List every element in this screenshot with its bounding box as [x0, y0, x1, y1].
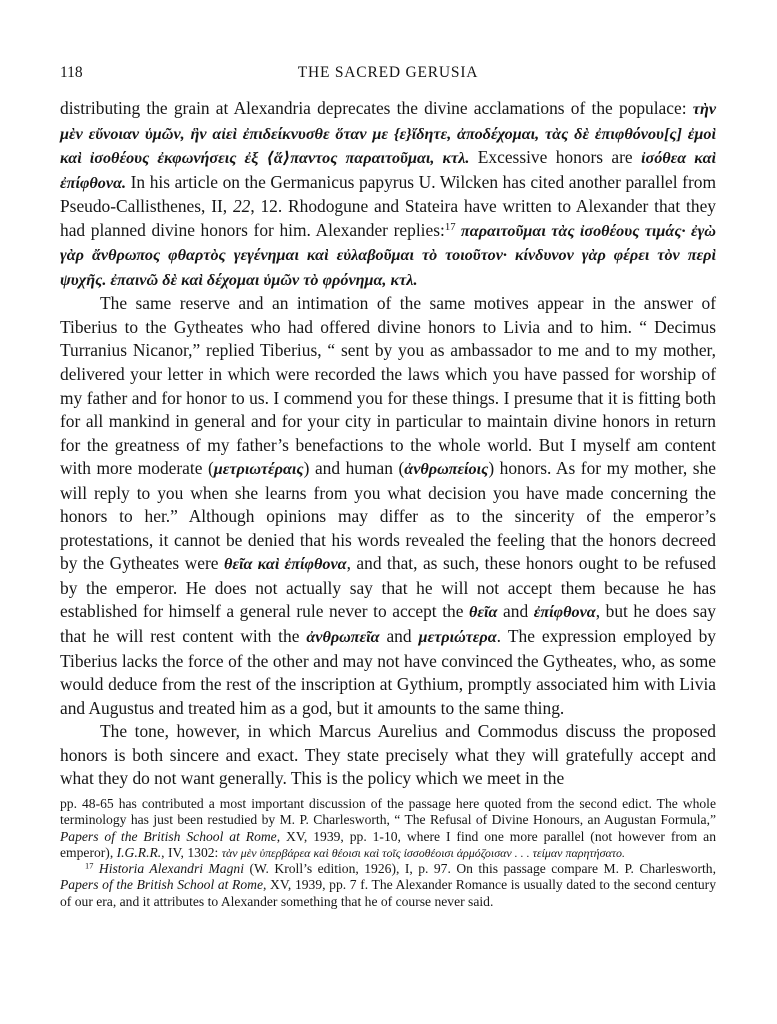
- greek-term: ἐπίφθονα: [533, 604, 596, 622]
- text-run: In his article on the Germanicus papyrus U. Wilcken has cited another parallel from Pseudo-Callisthenes, II,: [60, 171, 716, 217]
- paragraph-1: [60, 97, 716, 292]
- text-run: distributing the grain at Alexandria deprecates the divine acclamations of the populace:: [60, 98, 693, 118]
- greek-term: ἀνθρωπεῖα: [306, 629, 380, 647]
- italic-title: Historia Alexandri Magni: [93, 861, 244, 877]
- text-run: , XV, 1939, pp. 7 f. The Alexander Romance is usually dated to the second century of our era, and it attributes to Alexander something that he of course never said.: [60, 877, 716, 909]
- text-run: , 12. Rhodogune and Stateira have written to Alexander that they had planned divine honors for him. Alexander replies:: [60, 196, 716, 240]
- main-text: [60, 97, 716, 791]
- greek-quotation: παραιτοῦμαι τὰς ἰσοθέους τιμάς· ἐγὼ γὰρ ἄνθρωπος φθαρτὸς γεγένημαι καὶ εὐλαβοῦμαι τὸ τοιοῦτον· κίνδυνον γὰρ φέρει τὸν περὶ ψυχῆς. ἐπαινῶ δὲ καὶ δέχομαι ὑμῶν τὸ φρόνημα, κτλ.: [60, 222, 716, 289]
- italic-reference: 22: [232, 196, 251, 217]
- text-run: , XV, 1939, pp. 1-10, where I find one more parallel (not however from an emperor),: [60, 828, 716, 860]
- footnote-continued: [60, 796, 716, 861]
- text-run: , but he does say that he will rest content with the: [60, 601, 717, 647]
- footnote-17: [60, 861, 716, 910]
- greek-term: θεῖα καὶ ἐπίφθονα: [223, 556, 347, 574]
- text-run: Excessive honors are: [469, 147, 641, 168]
- footnote-marker-17: 17: [444, 220, 456, 233]
- paragraph-3: [60, 720, 716, 791]
- greek-quotation: τὴν μὲν εὔνοιαν ὑμῶν, ἣν αἰεὶ ἐπιδείκνυσθε ὅταν με {ε}ἴδητε, ἀποδέχομαι, τὰς δὲ ἐπιφθόνου[ς] ἐμοὶ καὶ ἰσοθέους ἐκφωνήσεις ἐξ ⟨ἅ⟩παντος παραιτοῦμαι, κτλ.: [60, 101, 716, 168]
- running-head-title: THE SACRED GERUSIA: [297, 64, 479, 81]
- page-number: 118: [60, 64, 83, 81]
- text-run: ) honors. As for my mother, she will reply to you when she learns from you what decision you have made concerning the honors to her.” Although opinions may differ as to the sincerity of the emperor’s protestations, it cannot be denied that his words revealed the feeling that the honors decreed by the Gytheates were: [60, 458, 716, 574]
- paragraph-2: [60, 292, 716, 720]
- greek-quotation: τὰν μὲν ὑπερβάρεα καὶ θέοισι καὶ τοῖς ἰσσοθέοισι ἀρμόζοισαν . . . τείμαν παρητήσατο.: [221, 845, 626, 860]
- italic-title: I.G.R.R.: [116, 844, 162, 860]
- footnote-number: 17: [85, 860, 94, 871]
- greek-term: μετριωτέραις: [213, 461, 304, 479]
- text-run: . The expression employed by Tiberius lacks the force of the other and may not have convinced the Gytheates, who, as some would deduce from the rest of the inscription at Gythium, promptly associated him with Livia and Augustus and treated him as a god, but it amounts to the same thing.: [60, 626, 716, 718]
- text-run: pp. 48-65 has contributed a most important discussion of the passage here quoted from the second edict. The whole terminology has just been restudied by M. P. Charlesworth, “ The Refusal of Divine Honours, an Augustan Formula,”: [60, 796, 716, 828]
- text-run: (W. Kroll’s edition, 1926), I, p. 97. On this passage compare M. P. Charlesworth,: [243, 861, 716, 877]
- greek-term: μετριώτερα: [418, 629, 497, 647]
- greek-term: θεῖα: [469, 604, 498, 622]
- text-run: and: [379, 626, 419, 647]
- text-run: ) and human (: [303, 458, 405, 479]
- greek-term: ἰσόθεα καὶ ἐπίφθονα.: [60, 150, 717, 192]
- italic-title: Papers of the British School at Rome: [60, 877, 264, 893]
- running-header: [60, 64, 716, 86]
- text-run: The same reserve and an intimation of the same motives appear in the answer of Tiberius to the Gytheates who had offered divine honors to Livia and to him. “ Decimus Turranius Nicanor,” replied Tiberius, “ sent by you as ambassador to me and to my mother, delivered your letter in which were recorded the laws which you have passed for worship of my father and for honor to us. I commend you for these things. I presume that it is fitting both for all mankind in general and for your city in particular to maintain divine honors in return for the greatness of my father’s benefactions to the whole world. But I myself am content with more moderate (: [60, 293, 716, 479]
- footnotes: [60, 796, 716, 910]
- text-run: , IV, 1302:: [161, 844, 222, 860]
- text-run: , and that, as such, these honors ought to be refused by the emperor. He does not actually say that he will not accept them because he has established for himself a general rule never to accept the: [60, 553, 716, 622]
- text-run: and: [497, 601, 534, 622]
- italic-title: Papers of the British School at Rome: [60, 828, 277, 844]
- greek-term: ἀνθρωπείοις: [404, 461, 489, 479]
- text-run: The tone, however, in which Marcus Aurelius and Commodus discuss the proposed honors is both sincere and exact. They state precisely what they will gratefully accept and what they do not want generally. This is the policy which we meet in the: [60, 721, 716, 789]
